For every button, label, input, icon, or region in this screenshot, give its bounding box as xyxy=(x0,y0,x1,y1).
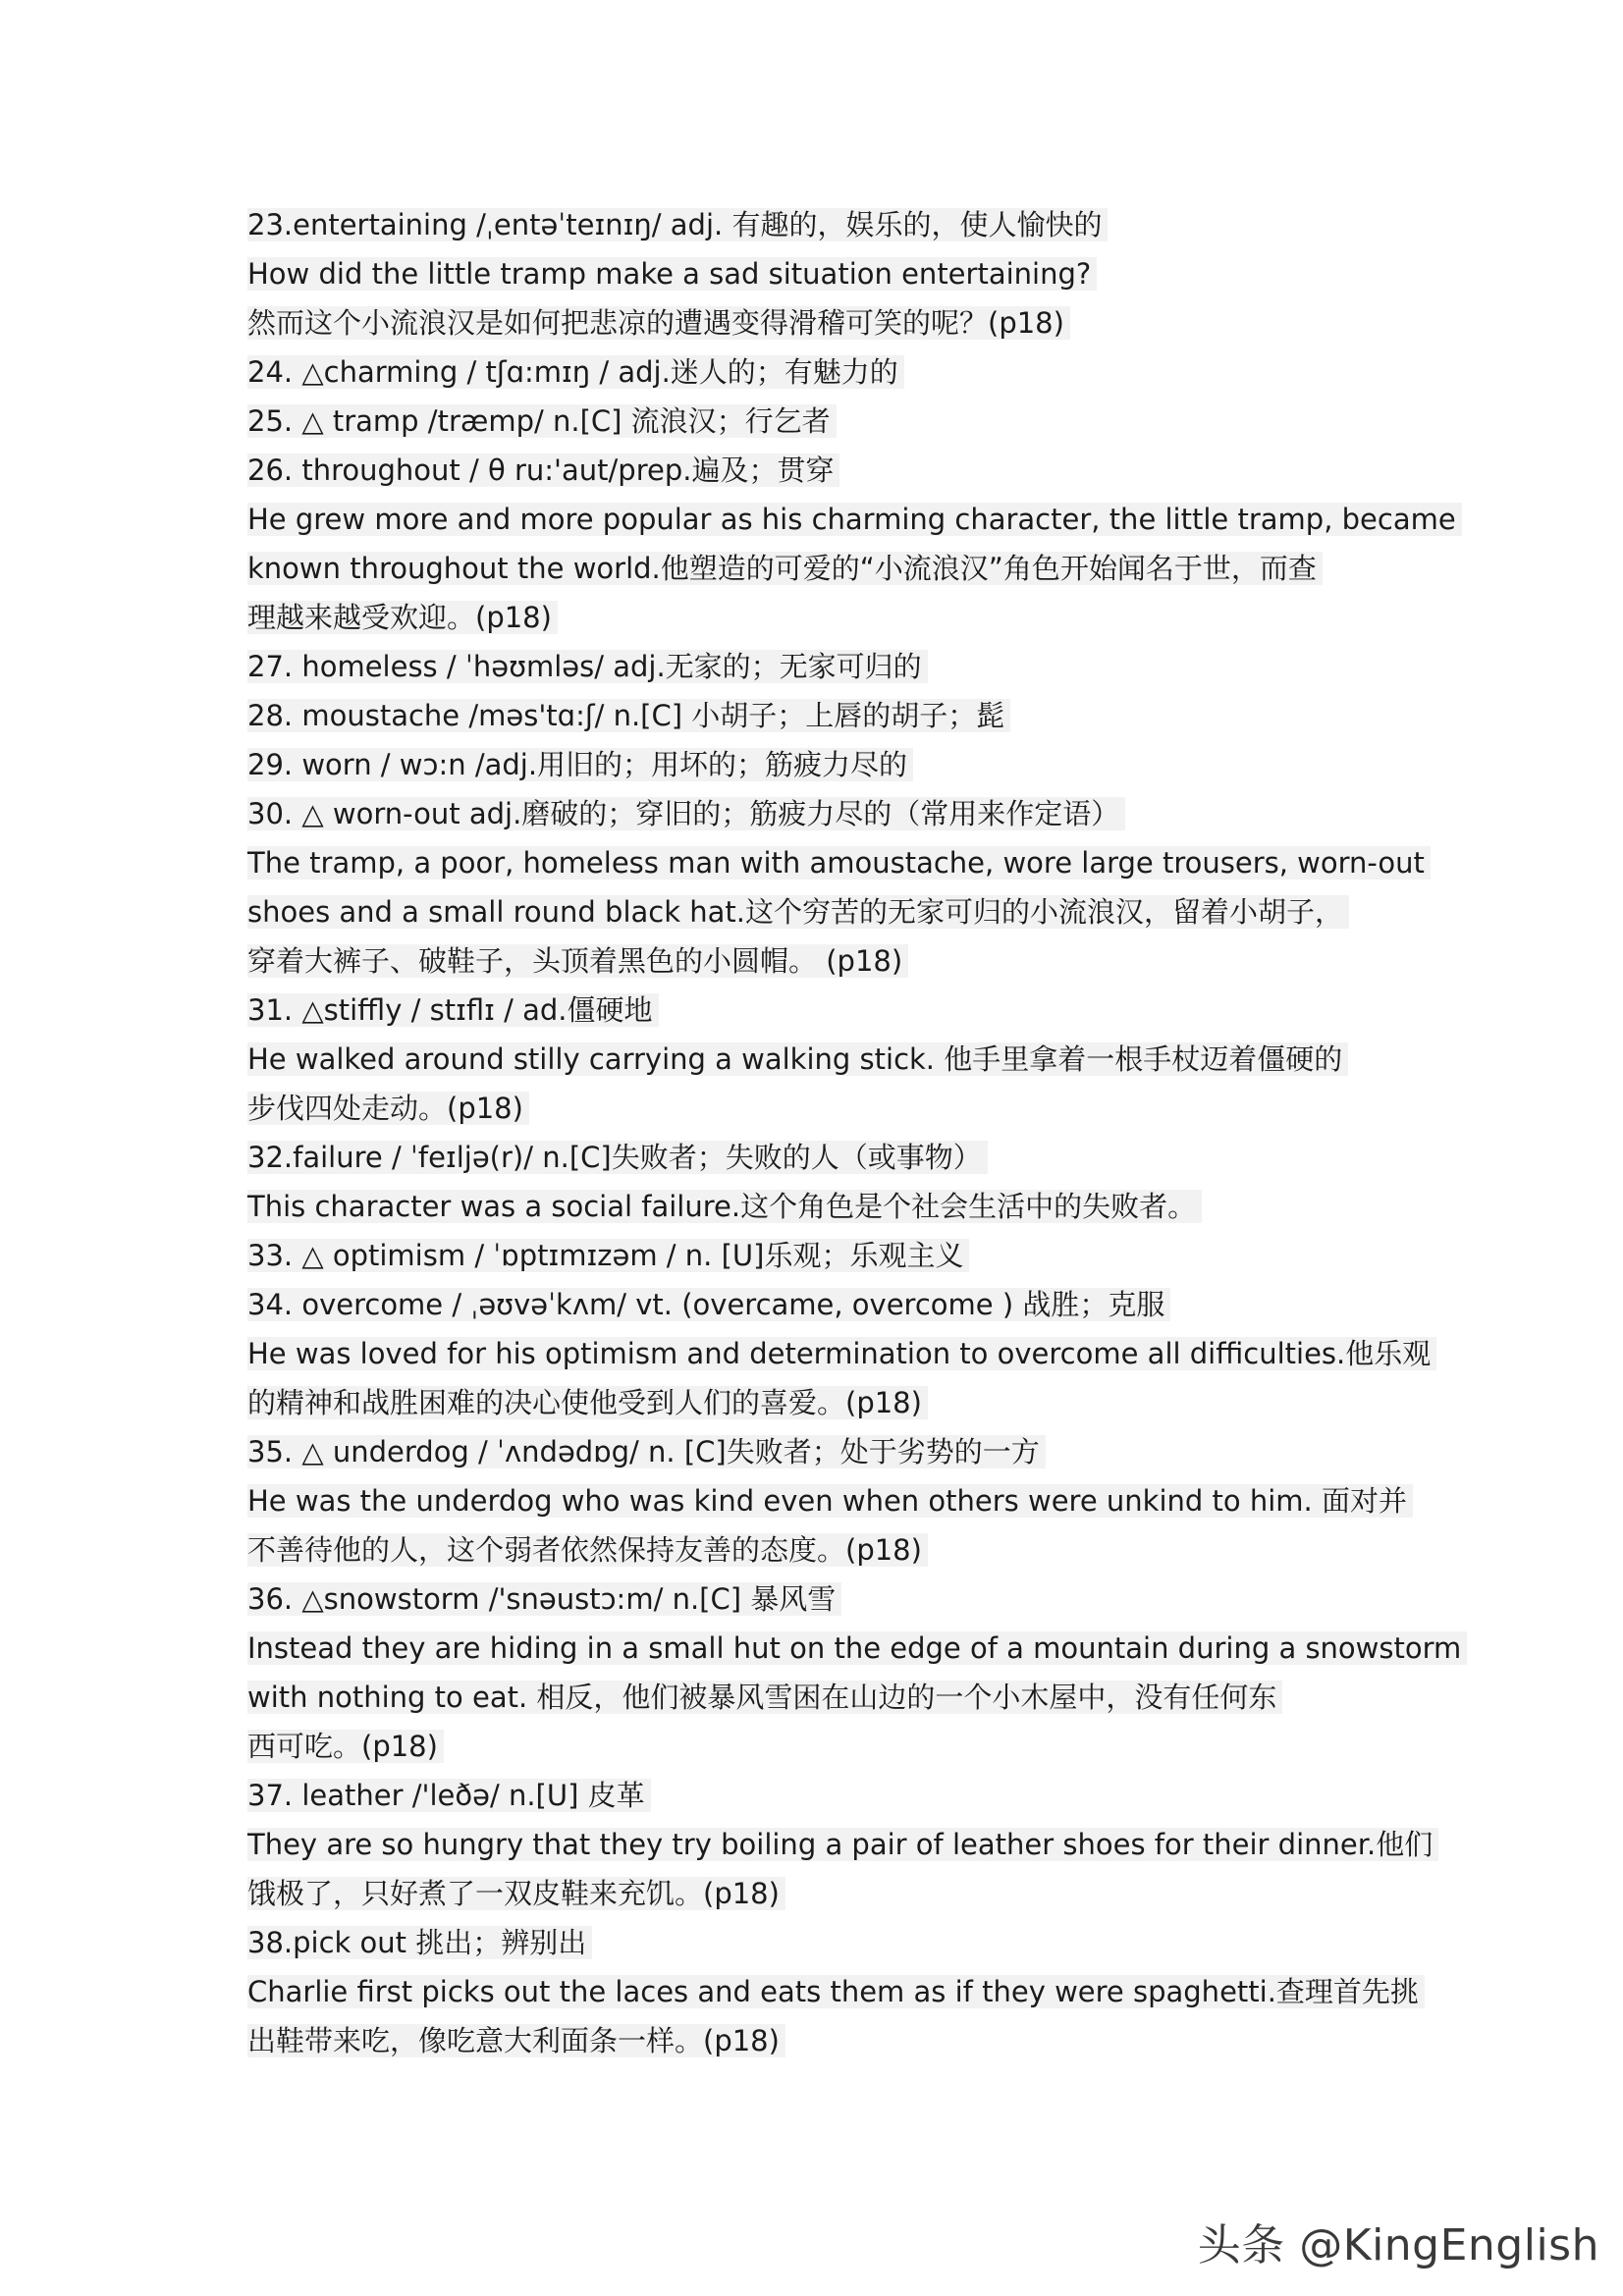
text-line xyxy=(247,1329,1432,1378)
line-text: He was the underdog who was kind even when others were unkind to him. 面对并 xyxy=(247,1484,1413,1518)
line-text: 25. △ tramp /træmp/ n.[C] 流浪汉；行乞者 xyxy=(247,404,837,438)
text-line xyxy=(247,1133,1406,1182)
text-line xyxy=(247,495,1456,544)
text-line xyxy=(247,1476,1406,1525)
line-text: 35. △ underdog / ˈʌndədɒg/ n. [C]失败者；处于劣势的一方 xyxy=(247,1435,1046,1468)
line-text: 30. △ worn-out adj.磨破的；穿旧的；筋疲力尽的（常用来作定语） xyxy=(247,797,1125,830)
text-line xyxy=(247,249,1406,298)
text-line xyxy=(247,347,1406,397)
line-text: 不善待他的人，这个弱者依然保持友善的态度。(p18) xyxy=(247,1533,928,1567)
text-line xyxy=(247,936,1406,986)
line-text: 的精神和战胜困难的决心使他受到人们的喜爱。(p18) xyxy=(247,1386,928,1419)
text-line xyxy=(247,298,1406,347)
line-text: The tramp, a poor, homeless man with amoustache, wore large trousers, worn-out xyxy=(247,846,1431,880)
line-text: 29. worn / wɔ:n /adj.用旧的；用坏的；筋疲力尽的 xyxy=(247,748,913,781)
line-text: 穿着大裤子、破鞋子，头顶着黑色的小圆帽。 (p18) xyxy=(247,944,908,978)
text-line xyxy=(247,1525,1406,1575)
line-text: 27. homeless / ˈhəʊmləs/ adj.无家的；无家可归的 xyxy=(247,650,928,683)
text-line xyxy=(247,2016,1406,2065)
line-text: Instead they are hiding in a small hut on the edge of a mountain during a snowstorm xyxy=(247,1631,1467,1665)
text-line xyxy=(247,1231,1406,1280)
text-line xyxy=(247,789,1406,838)
line-text: He grew more and more popular as his charming character, the little tramp, became xyxy=(247,503,1462,536)
line-text: 38.pick out 挑出；辨别出 xyxy=(247,1926,592,1959)
text-line xyxy=(247,1967,1419,2016)
text-line xyxy=(247,397,1406,446)
line-text: This character was a social failure.这个角色是个社会生活中的失败者。 xyxy=(247,1190,1202,1223)
line-text: He walked around stilly carrying a walking stick. 他手里拿着一根手杖迈着僵硬的 xyxy=(247,1042,1348,1076)
text-line xyxy=(247,1427,1406,1476)
line-text: with nothing to eat. 相反，他们被暴风雪困在山边的一个小木屋中，没有任何东 xyxy=(247,1681,1282,1714)
line-text: They are so hungry that they try boiling a pair of leather shoes for their dinner.他们 xyxy=(247,1828,1438,1861)
text-line xyxy=(247,1035,1406,1084)
text-line xyxy=(247,200,1406,249)
text-line xyxy=(247,1869,1406,1918)
text-line xyxy=(247,1624,1462,1673)
text-line xyxy=(247,1673,1406,1722)
line-text: How did the little tramp make a sad situation entertaining? xyxy=(247,257,1097,291)
line-text: 23.entertaining /ˌentəˈteɪnɪŋ/ adj. 有趣的，娱乐的，使人愉快的 xyxy=(247,208,1108,241)
text-line xyxy=(247,1820,1434,1869)
text-line xyxy=(247,1771,1406,1820)
line-text: shoes and a small round black hat.这个穷苦的无家可归的小流浪汉，留着小胡子， xyxy=(247,895,1349,929)
text-line xyxy=(247,1722,1406,1771)
line-text: 然而这个小流浪汉是如何把悲凉的遭遇变得滑稽可笑的呢？(p18) xyxy=(247,306,1070,340)
text-line xyxy=(247,838,1425,887)
line-text: 理越来越受欢迎。(p18) xyxy=(247,601,558,634)
text-line xyxy=(247,446,1406,495)
line-text: 33. △ optimism / ˈɒptɪmɪzəm / n. [U]乐观；乐观主义 xyxy=(247,1239,969,1272)
text-line xyxy=(247,593,1406,642)
text-line xyxy=(247,1378,1406,1427)
line-text: 24. △charming / tʃɑ:mɪŋ / adj.迷人的；有魅力的 xyxy=(247,355,904,389)
text-line xyxy=(247,887,1406,936)
line-text: known throughout the world.他塑造的可爱的“小流浪汉”角色开始闻名于世，而查 xyxy=(247,552,1323,585)
line-text: 36. △snowstorm /'snəustɔ:m/ n.[C] 暴风雪 xyxy=(247,1582,841,1616)
line-text: 步伐四处走动。(p18) xyxy=(247,1092,529,1125)
line-text: 西可吃。(p18) xyxy=(247,1730,444,1763)
text-line xyxy=(247,691,1406,740)
line-text: Charlie first picks out the laces and eats them as if they were spaghetti.查理首先挑 xyxy=(247,1975,1425,2008)
line-text: 26. throughout / θ ru:'aut/prep.遍及；贯穿 xyxy=(247,454,839,487)
text-line xyxy=(247,1280,1406,1329)
line-text: 32.failure / ˈfeɪljə(r)/ n.[C]失败者；失败的人（或事物） xyxy=(247,1141,988,1174)
line-text: 34. overcome / ˌəʊvəˈkʌm/ vt. (overcame, overcome ) 战胜；克服 xyxy=(247,1288,1170,1321)
watermark-label: 头条 @KingEnglish xyxy=(1197,2220,1599,2270)
line-text: 出鞋带来吃，像吃意大利面条一样。(p18) xyxy=(247,2024,785,2057)
line-text: 31. △stiffly / stɪflɪ / ad.僵硬地 xyxy=(247,993,659,1027)
text-line xyxy=(247,1575,1406,1624)
text-line xyxy=(247,1084,1406,1133)
line-text: 饿极了，只好煮了一双皮鞋来充饥。(p18) xyxy=(247,1877,785,1910)
text-line xyxy=(247,1918,1406,1967)
text-line xyxy=(247,986,1406,1035)
text-line xyxy=(247,544,1406,593)
line-text: 37. leather /'leðə/ n.[U] 皮革 xyxy=(247,1779,651,1812)
text-line xyxy=(247,642,1406,691)
vocabulary-notes xyxy=(247,200,1462,2065)
text-line xyxy=(247,740,1406,789)
text-line xyxy=(247,1182,1406,1231)
line-text: He was loved for his optimism and determination to overcome all difficulties.他乐观 xyxy=(247,1337,1436,1370)
line-text: 28. moustache /məs'tɑ:ʃ/ n.[C] 小胡子；上唇的胡子；髭 xyxy=(247,699,1010,732)
